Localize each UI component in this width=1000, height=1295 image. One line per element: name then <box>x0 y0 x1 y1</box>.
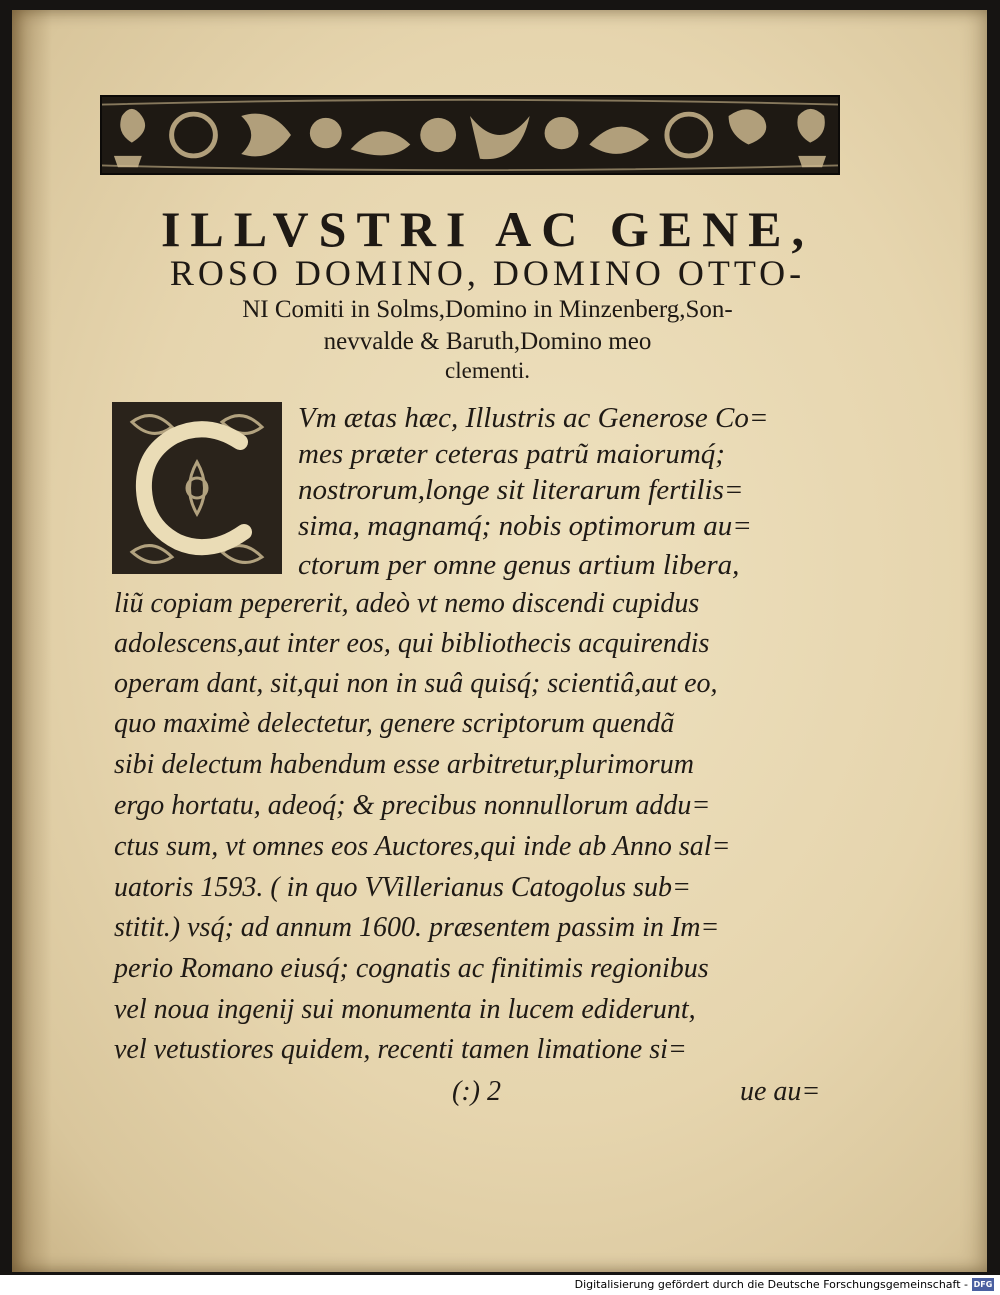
footer-bar <box>0 1275 1000 1295</box>
funding-notice: Digitalisierung gefördert durch die Deutsche Forschungsgemeinschaft - <box>574 1278 968 1291</box>
body-line-7: adolescens,aut inter eos, qui bibliothecis acquirendis <box>114 628 710 659</box>
body-line-10: sibi delectum habendum esse arbitretur,plurimorum <box>114 749 694 780</box>
ornamental-headpiece <box>100 95 840 175</box>
body-line-5: ctorum per omne genus artium libera, <box>298 549 740 581</box>
body-line-14: stitit.) vsq́; ad annum 1600. præsentem passim in Im= <box>114 912 720 943</box>
body-line-13: uatoris 1593. ( in quo VVillerianus Catogolus sub= <box>114 872 691 903</box>
body-line-4: sima, magnamq́; nobis optimorum au= <box>298 510 752 542</box>
body-line-1: Vm ætas hæc, Illustris ac Generose Co= <box>298 402 769 434</box>
body-line-6: liũ copiam pepererit, adeò vt nemo discendi cupidus <box>114 588 700 619</box>
catchword: ue au= <box>740 1076 821 1107</box>
dedication-title-line-5: clementi. <box>445 358 530 383</box>
body-line-11: ergo hortatu, adeoq́; & precibus nonnullorum addu= <box>114 790 711 821</box>
body-line-12: ctus sum, vt omnes eos Auctores,qui inde ab Anno sal= <box>114 831 731 862</box>
body-line-3: nostrorum,longe sit literarum fertilis= <box>298 474 744 506</box>
dedication-title-line-4: nevvalde & Baruth,Domino meo <box>323 328 652 355</box>
dedication-title-line-1: ILLVSTRI AC GENE, <box>160 201 815 257</box>
dedication-title-line-3: NI Comiti in Solms,Domino in Minzenberg,Son- <box>242 296 733 323</box>
body-line-8: operam dant, sit,qui non in suâ quisq́; scientiâ,aut eo, <box>114 668 718 699</box>
body-line-9: quo maximè delectetur, genere scriptorum quendã <box>114 708 675 739</box>
decorated-initial-c <box>112 402 282 574</box>
body-line-2: mes præter ceteras patrũ maiorumq́; <box>298 438 725 470</box>
dfg-logo: DFG <box>973 1280 993 1289</box>
body-line-16: vel noua ingenij sui monumenta in lucem ediderunt, <box>114 994 696 1025</box>
signature-mark: (:) 2 <box>452 1076 501 1107</box>
body-line-15: perio Romano eiusq́; cognatis ac finitimis regionibus <box>114 953 709 984</box>
body-line-17: vel vetustiores quidem, recenti tamen limatione si= <box>114 1034 687 1065</box>
dedication-title-line-2: ROSO DOMINO, DOMINO OTTO- <box>169 253 806 293</box>
